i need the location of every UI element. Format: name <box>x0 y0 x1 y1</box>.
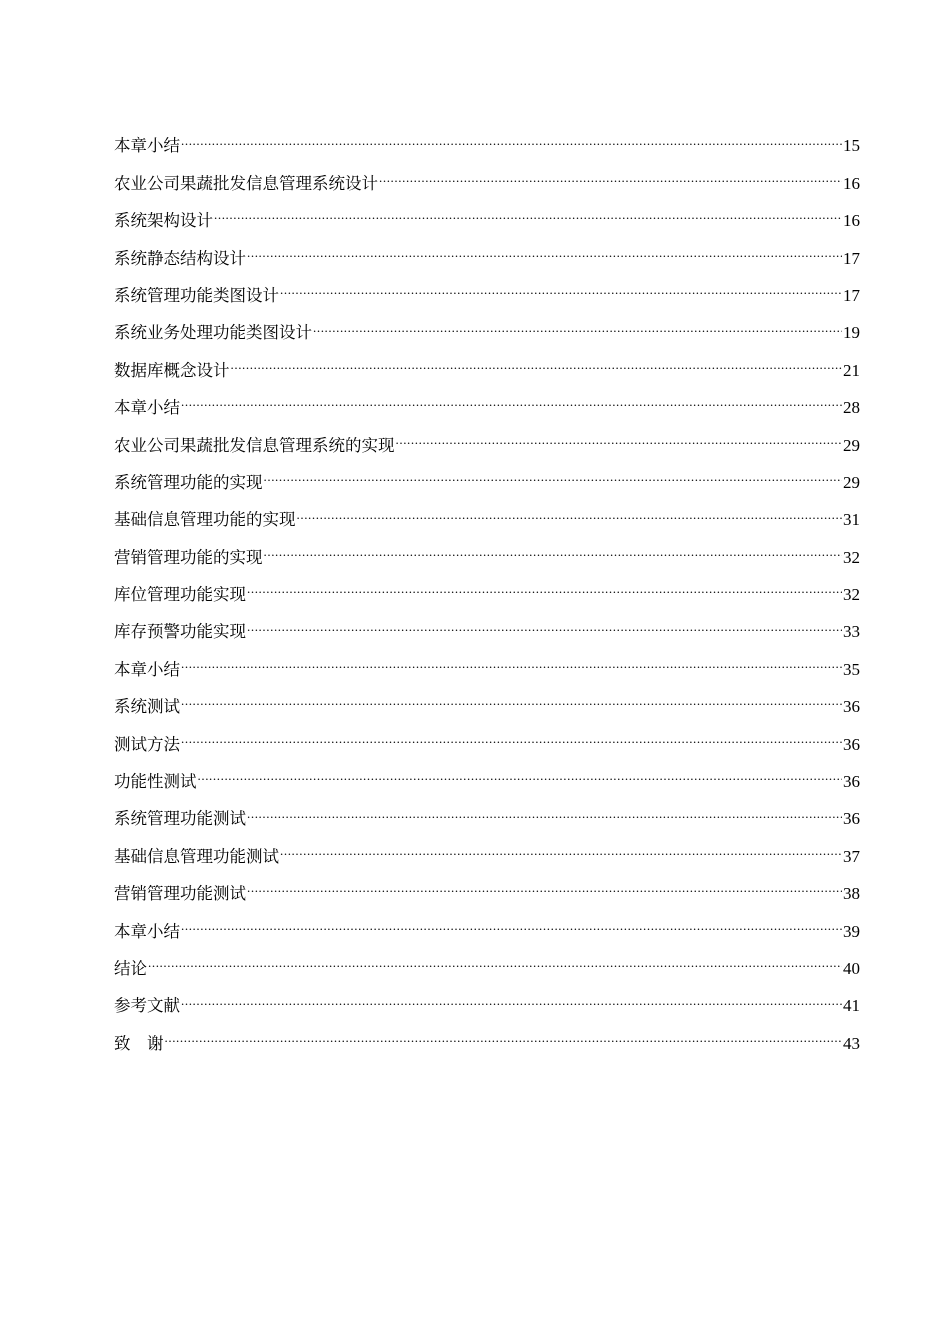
toc-leader-dots <box>231 338 843 375</box>
toc-entry-title: 基础信息管理功能的实现 <box>114 510 296 530</box>
toc-entry-page: 32 <box>843 585 860 605</box>
toc-leader-dots <box>181 899 842 936</box>
toc-entry-page: 17 <box>843 285 860 305</box>
toc-entry-title: 结论 <box>114 958 147 978</box>
toc-entry-page: 29 <box>843 435 860 455</box>
toc-entry-title: 系统测试 <box>114 697 180 717</box>
toc-entry[interactable] <box>114 787 860 829</box>
toc-entry-page: 31 <box>843 510 860 530</box>
toc-entry-title: 营销管理功能测试 <box>114 884 246 904</box>
toc-leader-dots <box>297 488 843 525</box>
toc-leader-dots <box>181 712 842 749</box>
toc-entry-title: 库位管理功能实现 <box>114 585 246 605</box>
toc-entry-page: 28 <box>843 398 860 418</box>
toc-entry[interactable] <box>114 750 860 792</box>
toc-leader-dots <box>214 189 842 226</box>
toc-entry-page: 33 <box>843 622 860 642</box>
toc-entry-title: 致 谢 <box>114 1033 164 1053</box>
toc-entry-title: 本章小结 <box>114 398 180 418</box>
toc-leader-dots <box>247 226 842 263</box>
toc-leader-dots <box>264 525 843 562</box>
toc-entry-title: 系统业务处理功能类图设计 <box>114 323 312 343</box>
toc-entry[interactable] <box>114 974 860 1016</box>
toc-leader-dots <box>181 376 842 413</box>
toc-entry[interactable] <box>114 151 860 193</box>
toc-entry[interactable] <box>114 189 860 231</box>
toc-entry[interactable] <box>114 114 860 156</box>
toc-leader-dots <box>264 451 843 488</box>
toc-entry-title: 测试方法 <box>114 734 180 754</box>
toc-leader-dots <box>165 1011 843 1048</box>
toc-entry-page: 16 <box>843 211 860 231</box>
toc-entry-title: 系统管理功能测试 <box>114 809 246 829</box>
toc-leader-dots <box>313 301 842 338</box>
toc-entry-page: 35 <box>843 659 860 679</box>
toc-entry-page: 38 <box>843 884 860 904</box>
toc-entry-title: 农业公司果蔬批发信息管理系统的实现 <box>114 435 395 455</box>
toc-entry-title: 基础信息管理功能测试 <box>114 846 279 866</box>
toc-entry-page: 36 <box>843 734 860 754</box>
toc-entry-page: 36 <box>843 809 860 829</box>
toc-entry-page: 16 <box>843 173 860 193</box>
toc-entry-title: 库存预警功能实现 <box>114 622 246 642</box>
toc-leader-dots <box>181 114 842 151</box>
toc-entry-page: 37 <box>843 846 860 866</box>
toc-entry-title: 本章小结 <box>114 659 180 679</box>
toc-entry-title: 系统管理功能类图设计 <box>114 285 279 305</box>
toc-entry-page: 19 <box>843 323 860 343</box>
toc-entry[interactable] <box>114 413 860 455</box>
toc-leader-dots <box>247 862 842 899</box>
toc-leader-dots <box>379 151 842 188</box>
toc-entry[interactable] <box>114 226 860 268</box>
toc-entry[interactable] <box>114 712 860 754</box>
toc-entry[interactable] <box>114 1011 860 1053</box>
toc-leader-dots <box>181 974 842 1011</box>
toc-leader-dots <box>396 413 843 450</box>
toc-entry-page: 41 <box>843 996 860 1016</box>
toc-entry-title: 系统架构设计 <box>114 211 213 231</box>
toc-entry-page: 36 <box>843 772 860 792</box>
toc-entry[interactable] <box>114 637 860 679</box>
toc-entry-page: 39 <box>843 921 860 941</box>
toc-entry-title: 本章小结 <box>114 136 180 156</box>
toc-entry-page: 21 <box>843 360 860 380</box>
toc-entry-title: 数据库概念设计 <box>114 360 230 380</box>
toc-entry-page: 32 <box>843 547 860 567</box>
toc-leader-dots <box>247 787 842 824</box>
toc-entry-title: 系统静态结构设计 <box>114 248 246 268</box>
toc-entry-page: 43 <box>843 1033 860 1053</box>
toc-leader-dots <box>247 563 842 600</box>
toc-leader-dots <box>181 637 842 674</box>
toc-entry[interactable] <box>114 376 860 418</box>
toc-entry-page: 40 <box>843 958 860 978</box>
toc-entry-title: 营销管理功能的实现 <box>114 547 263 567</box>
toc-entry-title: 本章小结 <box>114 921 180 941</box>
toc-leader-dots <box>280 824 842 861</box>
toc-entry-title: 功能性测试 <box>114 772 197 792</box>
toc-entry[interactable] <box>114 675 860 717</box>
toc-entry[interactable] <box>114 937 860 978</box>
toc-leader-dots <box>148 937 842 974</box>
toc-entry-page: 17 <box>843 248 860 268</box>
toc-entry[interactable] <box>114 899 860 941</box>
toc-leader-dots <box>181 675 842 712</box>
toc-entry-page: 36 <box>843 697 860 717</box>
toc-leader-dots <box>280 264 842 301</box>
toc-leader-dots <box>198 750 843 787</box>
toc-leader-dots <box>247 600 842 637</box>
toc-entry-title: 农业公司果蔬批发信息管理系统设计 <box>114 173 378 193</box>
table-of-contents <box>114 114 860 1053</box>
toc-entry-title: 系统管理功能的实现 <box>114 472 263 492</box>
toc-entry-title: 参考文献 <box>114 996 180 1016</box>
toc-entry-page: 15 <box>843 136 860 156</box>
toc-entry-page: 29 <box>843 472 860 492</box>
